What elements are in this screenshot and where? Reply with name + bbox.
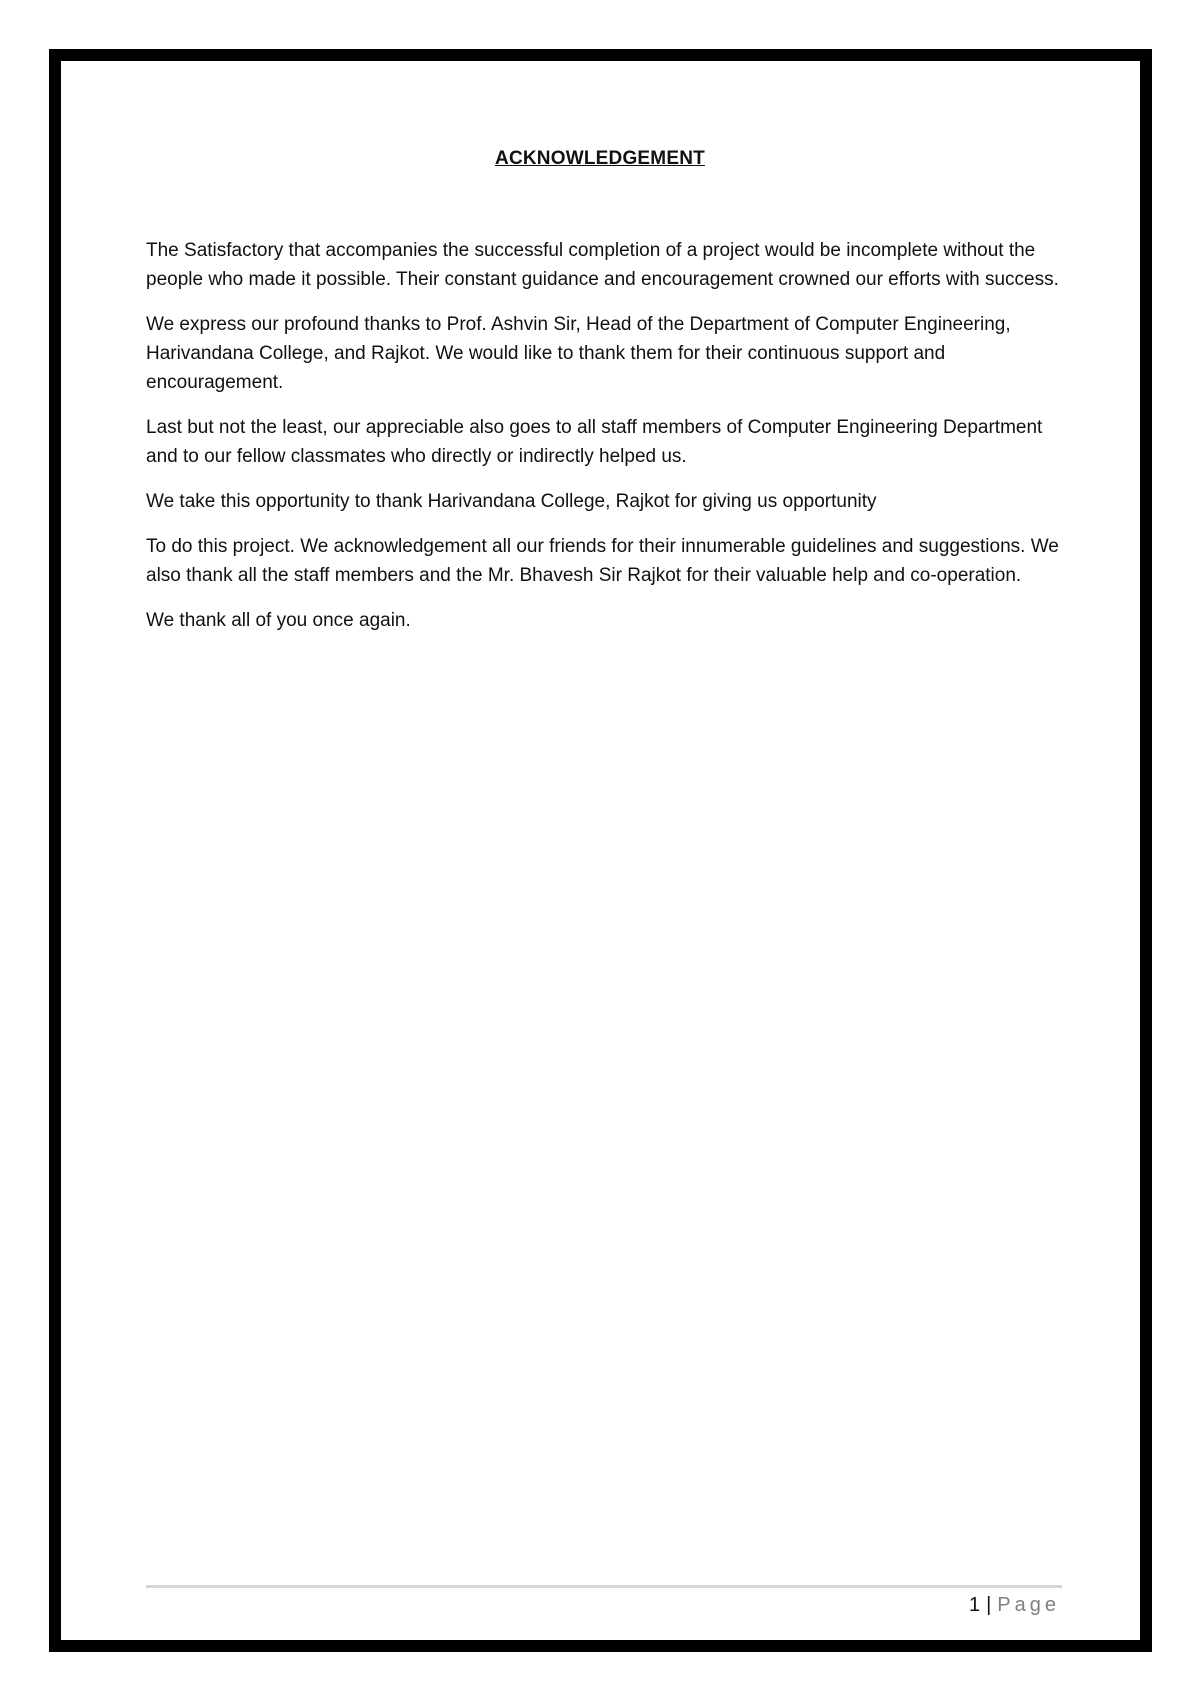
paragraph-4: We take this opportunity to thank Harivandana College, Rajkot for giving us opportunity bbox=[146, 491, 877, 512]
page-footer bbox=[969, 1594, 1060, 1617]
paragraph-3: Last but not the least, our appreciable also goes to all staff members of Computer Engineering Department and to our fellow classmates who directly or indirectly helped us. bbox=[146, 417, 1043, 467]
document-body bbox=[146, 236, 1066, 651]
page-number: 1 bbox=[968, 1594, 981, 1616]
paragraph-5: To do this project. We acknowledgement all our friends for their innumerable guidelines and suggestions. We also thank all the staff members and the Mr. Bhavesh Sir Rajkot for their valuable help and co-operation. bbox=[146, 536, 1059, 586]
page-label: Page bbox=[997, 1594, 1060, 1616]
page-title: ACKNOWLEDGEMENT bbox=[495, 148, 705, 169]
paragraph-6: We thank all of you once again. bbox=[146, 610, 411, 631]
footer-separator: | bbox=[986, 1594, 992, 1616]
paragraph-1: The Satisfactory that accompanies the successful completion of a project would be incomplete without the people who made it possible. Their constant guidance and encouragement crowned our efforts with success. bbox=[146, 240, 1059, 290]
footer-divider bbox=[146, 1585, 1062, 1588]
paragraph-2: We express our profound thanks to Prof. Ashvin Sir, Head of the Department of Computer Engineering, Harivandana College, and Rajkot. We would like to thank them for their continuous support and encouragement. bbox=[146, 314, 1011, 393]
